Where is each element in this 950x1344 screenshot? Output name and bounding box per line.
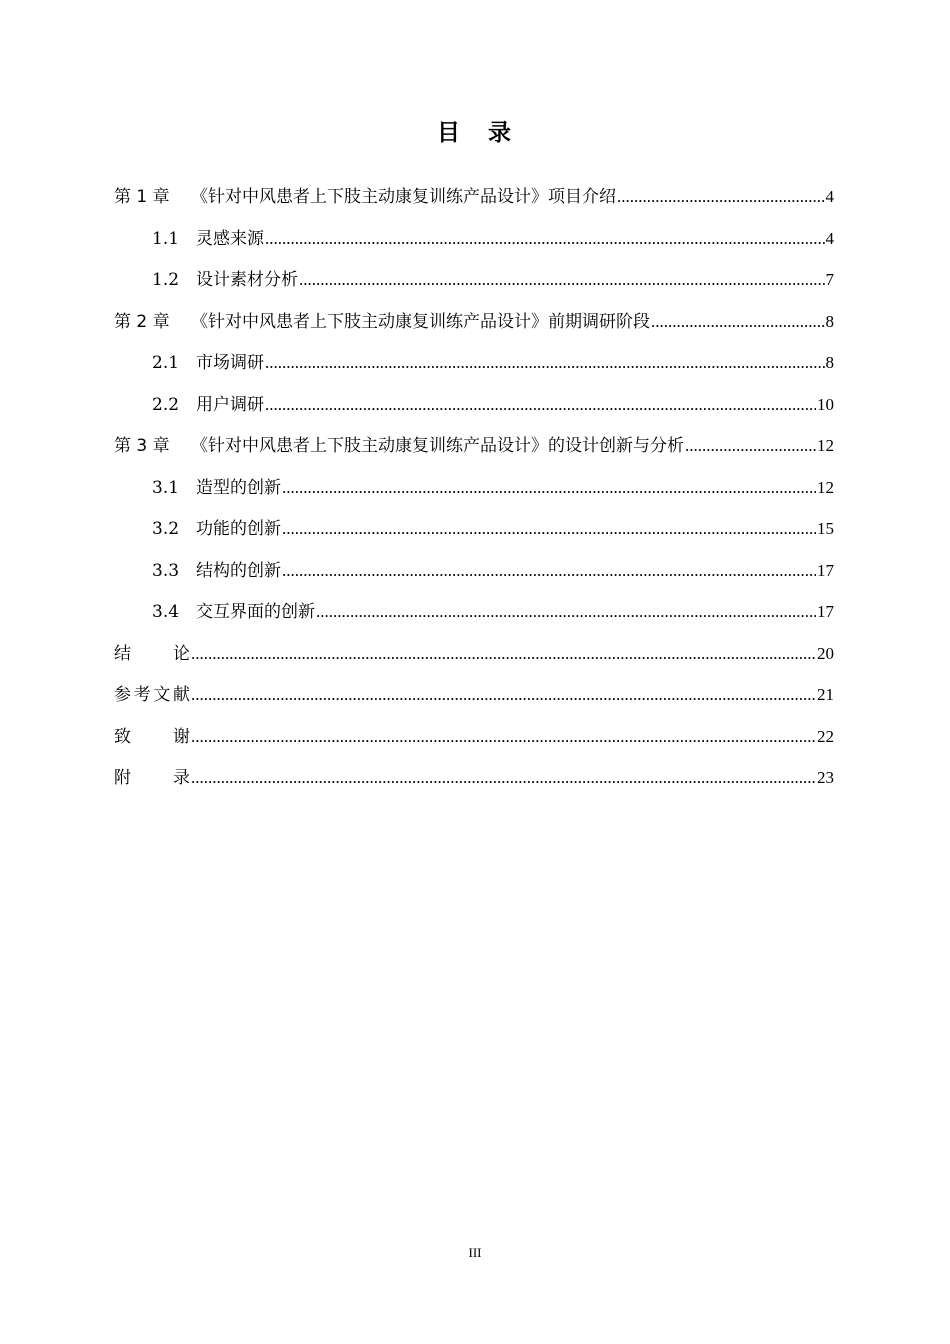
toc-entry-page-number: 22 (817, 726, 834, 746)
toc-entry-page-number: 17 (817, 560, 834, 580)
toc-entry-label: 3.4 (152, 602, 180, 622)
toc-leader-dots (191, 633, 816, 675)
toc-entry-title: 结构的创新 (196, 560, 281, 581)
toc-entry-label: 3.2 (152, 519, 180, 539)
toc-title (0, 114, 950, 147)
toc-leader-dots (265, 384, 816, 426)
toc-leader-dots (191, 716, 816, 758)
toc-title-char-1: 目 (437, 120, 462, 146)
toc-entry-title: 市场调研 (196, 353, 264, 373)
toc-entry-page-number: 8 (825, 353, 834, 372)
toc-entry-section-2-2[interactable] (114, 384, 834, 426)
toc-leader-dots (316, 591, 816, 633)
toc-entry-page-number: 17 (817, 602, 834, 621)
toc-entry-section-1-2[interactable] (114, 259, 834, 301)
toc-entry-title: 交互界面的创新 (196, 602, 315, 622)
toc-entry-page-number: 21 (817, 685, 834, 704)
toc-entry-label: 第 1 章 (114, 187, 170, 207)
toc-entry-page-number: 4 (825, 187, 834, 206)
toc-entry-title: 参考文献 (114, 685, 190, 705)
toc-leader-dots (282, 550, 816, 592)
toc-entry-title: 结论 (114, 643, 190, 664)
toc-entry-label: 3.1 (152, 477, 180, 498)
toc-entry-chapter-1[interactable] (114, 176, 834, 218)
toc-leader-dots (191, 674, 816, 716)
toc-entry-acknowledgements[interactable] (114, 716, 834, 758)
toc-title-char-2: 录 (488, 120, 513, 146)
toc-entry-section-3-1[interactable] (114, 467, 834, 509)
toc-entry-title: 设计素材分析 (196, 270, 298, 290)
toc-entry-title: 功能的创新 (196, 519, 281, 539)
toc-entry-page-number: 7 (825, 270, 834, 289)
toc-entry-page-number: 12 (817, 477, 834, 497)
toc-entry-label: 3.3 (152, 560, 180, 581)
toc-leader-dots (651, 301, 825, 343)
toc-entry-label: 2.2 (152, 394, 180, 415)
toc-entry-label: 第 2 章 (114, 311, 170, 332)
toc-entry-title: 致谢 (114, 726, 190, 747)
toc-entry-section-3-3[interactable] (114, 550, 834, 592)
toc-leader-dots (282, 508, 816, 550)
toc-leader-dots (685, 425, 816, 467)
toc-entry-section-1-1[interactable] (114, 218, 834, 260)
toc-entry-section-3-4[interactable] (114, 591, 834, 633)
toc-entry-page-number: 4 (825, 228, 834, 248)
toc-entry-label: 第 3 章 (114, 436, 170, 456)
toc-leader-dots (617, 176, 825, 218)
toc-entry-title: 灵感来源 (196, 228, 264, 249)
toc-entry-section-2-1[interactable] (114, 342, 834, 384)
toc-entry-chapter-2[interactable] (114, 301, 834, 343)
toc-entry-title: 造型的创新 (196, 477, 281, 498)
toc-entry-title: 用户调研 (196, 394, 264, 415)
toc-entry-page-number: 12 (817, 436, 834, 455)
toc-entry-chapter-3[interactable] (114, 425, 834, 467)
toc-entry-conclusion[interactable] (114, 633, 834, 675)
toc-entry-page-number: 8 (825, 311, 834, 331)
toc-leader-dots (191, 757, 816, 799)
toc-entry-title: 《针对中风患者上下肢主动康复训练产品设计》前期调研阶段 (191, 311, 650, 332)
toc-entry-page-number: 23 (817, 768, 834, 787)
toc-list (114, 176, 834, 799)
toc-entry-page-number: 15 (817, 519, 834, 538)
toc-entry-label: 1.2 (152, 270, 180, 290)
toc-entry-title: 附录 (114, 768, 190, 788)
toc-entry-page-number: 20 (817, 643, 834, 663)
toc-leader-dots (299, 259, 825, 301)
toc-entry-section-3-2[interactable] (114, 508, 834, 550)
toc-leader-dots (265, 218, 825, 260)
toc-leader-dots (265, 342, 825, 384)
toc-entry-label: 1.1 (152, 228, 180, 249)
toc-entry-references[interactable] (114, 674, 834, 716)
toc-leader-dots (282, 467, 816, 509)
toc-entry-page-number: 10 (817, 394, 834, 414)
page-footer-number: III (468, 1245, 482, 1260)
toc-entry-title: 《针对中风患者上下肢主动康复训练产品设计》的设计创新与分析 (191, 436, 684, 456)
toc-entry-label: 2.1 (152, 353, 180, 373)
toc-entry-appendix[interactable] (114, 757, 834, 799)
toc-entry-title: 《针对中风患者上下肢主动康复训练产品设计》项目介绍 (191, 187, 616, 207)
